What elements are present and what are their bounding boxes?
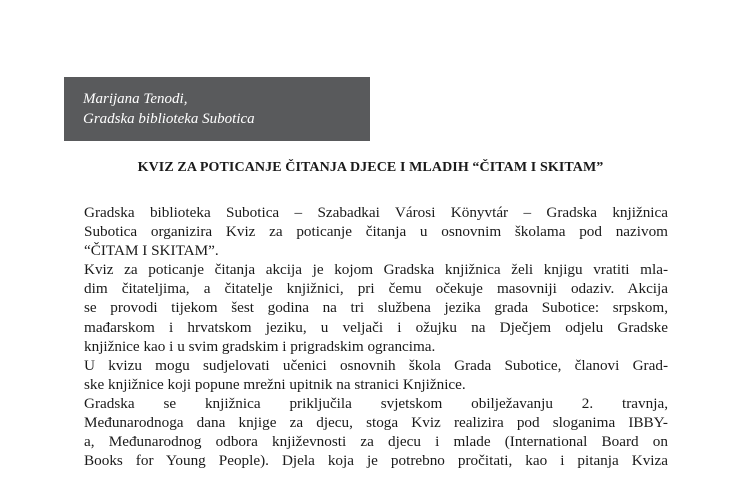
body-line: Kviz za poticanje čitanja akcija je kojom Gradska knjižnica želi knjigu vratiti mla- [84, 261, 668, 279]
body-line: U kvizu mogu sudjelovati učenici osnovnih škola Grada Subotice, članovi Grad- [84, 356, 668, 374]
body-line: Gradska se knjižnica priključila svjetskom obilježavanju 2. travnja, [84, 394, 668, 412]
body-line: a, Međunarodnog odbora književnosti za djecu i mlade (International Board on [84, 433, 668, 451]
body-line: “ČITAM I SKITAM”. [84, 242, 219, 260]
body-line: dim čitateljima, a čitatelje knjižnici, pri čemu očekuje masovniji odaziv. Akcija [84, 280, 668, 298]
body-line: mađarskom i hrvatskom jeziku, u veljači i ožujku na Dječjem odjelu Gradske [84, 318, 668, 336]
author-box [64, 77, 370, 141]
article-body [84, 203, 668, 470]
body-line: se provodi tijekom šest godina na tri službena jezika grada Subotice: srpskom, [84, 299, 668, 317]
body-line: ske knjižnice koji popune mrežni upitnik na stranici Knjižnice. [84, 375, 466, 393]
body-line: Books for Young People). Djela koja je potrebno pročitati, kao i pitanja Kviza [84, 452, 668, 470]
body-line: Subotica organizira Kviz za poticanje čitanja u osnovnim školama pod nazivom [84, 223, 668, 241]
body-line: knjižnice kao i u svim gradskim i prigradskim ograncima. [84, 337, 436, 355]
body-line: Međunarodnoga dana knjige za djecu, stoga Kviz realizira pod sloganima IBBY- [84, 414, 668, 432]
author-name: Marijana Tenodi, [83, 91, 188, 107]
article-title: KVIZ ZA POTICANJE ČITANJA DJECE I MLADIH “ČITAM I SKITAM” [137, 160, 604, 175]
body-line: Gradska biblioteka Subotica – Szabadkai Városi Könyvtár – Gradska knjižnica [84, 204, 668, 221]
author-affiliation: Gradska biblioteka Subotica [83, 111, 255, 127]
